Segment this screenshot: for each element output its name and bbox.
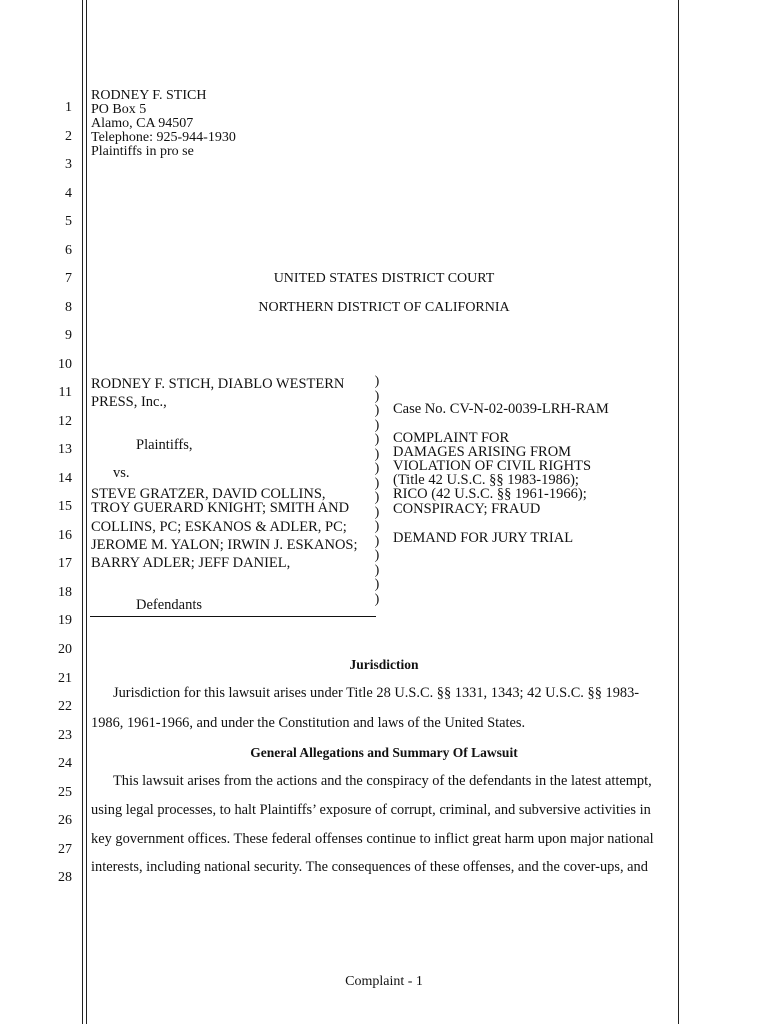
line-number: 2 xyxy=(65,129,72,144)
line-number: 28 xyxy=(58,870,72,885)
margin-rule-left-outer xyxy=(82,0,83,1024)
plaintiff-name: RODNEY F. STICH, DIABLO WESTERN xyxy=(91,376,345,392)
defendant-name: BARRY ADLER; JEFF DANIEL, xyxy=(91,555,291,571)
line-number: 7 xyxy=(65,271,72,286)
line-number: 4 xyxy=(65,186,72,201)
complaint-title-line: (Title 42 U.S.C. §§ 1983-1986); xyxy=(393,472,579,488)
line-number: 23 xyxy=(58,728,72,743)
line-number: 27 xyxy=(58,842,72,857)
margin-rule-left-inner xyxy=(86,0,87,1024)
line-number: 18 xyxy=(58,585,72,600)
defendant-name: COLLINS, PC; ESKANOS & ADLER, PC; xyxy=(91,519,347,535)
allegations-line: using legal processes, to halt Plaintiffs’ exposure of corrupt, criminal, and subversive activities in xyxy=(91,802,651,818)
defendant-name: TROY GUERARD KNIGHT; SMITH AND xyxy=(91,500,350,516)
line-number: 24 xyxy=(58,756,72,771)
margin-rule-right xyxy=(678,0,679,1024)
line-number: 21 xyxy=(58,671,72,686)
line-number: 3 xyxy=(65,157,72,172)
attorney-line: RODNEY F. STICH xyxy=(91,88,207,103)
attorney-line: Alamo, CA 94507 xyxy=(91,116,194,131)
jurisdiction-heading: Jurisdiction xyxy=(349,657,419,672)
allegations-heading: General Allegations and Summary Of Lawsuit xyxy=(250,745,518,760)
line-number: 19 xyxy=(58,613,72,628)
attorney-line: Telephone: 925-944-1930 xyxy=(91,130,236,145)
complaint-title-line: COMPLAINT FOR xyxy=(393,430,510,446)
court-district: NORTHERN DISTRICT OF CALIFORNIA xyxy=(258,300,510,315)
defendant-name: JEROME M. YALON; IRWIN J. ESKANOS; xyxy=(91,537,358,553)
line-number: 15 xyxy=(58,499,72,514)
complaint-title-line: VIOLATION OF CIVIL RIGHTS xyxy=(393,458,592,474)
plaintiffs-label: Plaintiffs, xyxy=(136,437,193,453)
allegations-line: interests, including national security. The consequences of these offenses, and the cover-ups, and xyxy=(91,859,648,875)
allegations-line: key government offices. These federal offenses continue to inflict great harm upon major national xyxy=(91,831,654,847)
line-number: 25 xyxy=(58,785,72,800)
complaint-title-line: RICO (42 U.S.C. §§ 1961-1966); xyxy=(393,486,587,502)
line-number: 13 xyxy=(58,442,72,457)
line-number: 17 xyxy=(58,556,72,571)
complaint-title-line: DAMAGES ARISING FROM xyxy=(393,444,572,460)
line-number: 1 xyxy=(65,100,72,115)
line-number: 9 xyxy=(65,328,72,343)
jury-demand: DEMAND FOR JURY TRIAL xyxy=(393,530,574,546)
defendant-name: STEVE GRATZER, DAVID COLLINS, xyxy=(91,486,326,502)
line-number: 16 xyxy=(58,528,72,543)
caption-bracket: ) ) ) ) ) ) ) ) ) ) ) ) ) ) ) ) xyxy=(374,374,380,607)
line-number: 6 xyxy=(65,243,72,258)
line-number: 12 xyxy=(58,414,72,429)
line-number: 11 xyxy=(58,385,72,400)
plaintiff-name: PRESS, Inc., xyxy=(91,394,167,410)
line-number: 8 xyxy=(65,300,72,315)
caption-divider xyxy=(90,616,376,617)
line-number: 10 xyxy=(58,357,72,372)
line-number: 26 xyxy=(58,813,72,828)
line-number: 5 xyxy=(65,214,72,229)
line-number: 22 xyxy=(58,699,72,714)
attorney-line: Plaintiffs in pro se xyxy=(91,144,194,159)
complaint-title-line: CONSPIRACY; FRAUD xyxy=(393,501,541,517)
jurisdiction-line: 1986, 1961-1966, and under the Constitution and laws of the United States. xyxy=(91,715,526,731)
page-footer: Complaint - 1 xyxy=(345,974,423,989)
line-number: 20 xyxy=(58,642,72,657)
jurisdiction-line: Jurisdiction for this lawsuit arises under Title 28 U.S.C. §§ 1331, 1343; 42 U.S.C. §§ 1983- xyxy=(113,685,640,701)
attorney-line: PO Box 5 xyxy=(91,102,147,117)
defendants-label: Defendants xyxy=(136,597,203,613)
court-name: UNITED STATES DISTRICT COURT xyxy=(273,271,495,286)
allegations-line: This lawsuit arises from the actions and the conspiracy of the defendants in the latest attempt, xyxy=(113,773,652,789)
case-number: Case No. CV-N-02-0039-LRH-RAM xyxy=(393,401,609,417)
line-number: 14 xyxy=(58,471,72,486)
versus-label: vs. xyxy=(113,465,130,481)
